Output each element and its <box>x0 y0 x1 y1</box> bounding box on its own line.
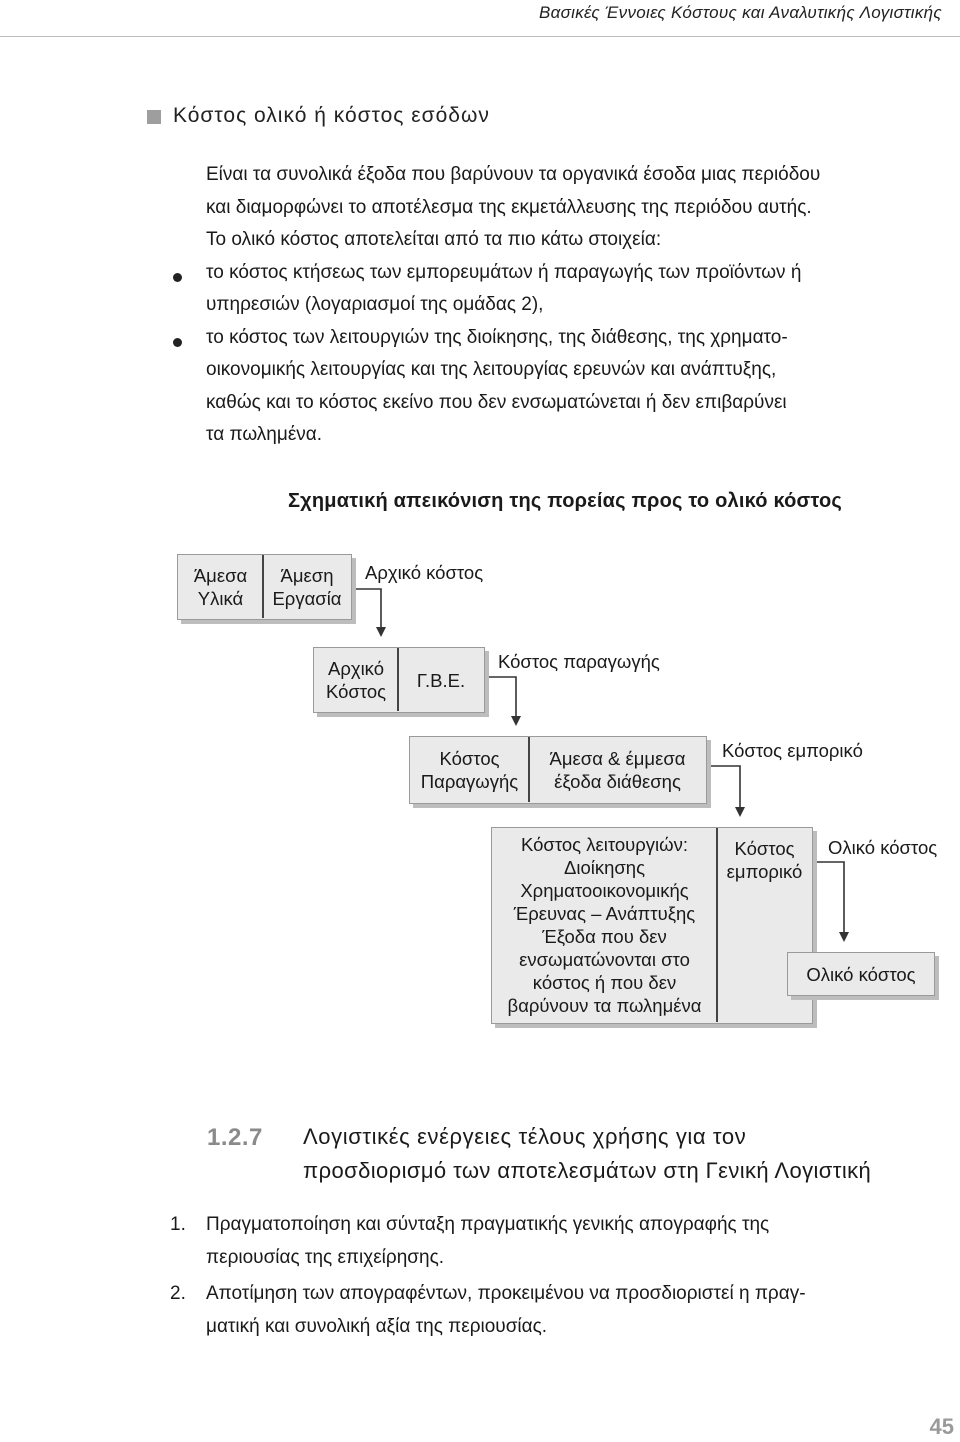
list-number: 2. <box>170 1283 186 1304</box>
connector-arrow <box>351 589 381 635</box>
box-cell: Κόστος λειτουργιών: Διοίκησης Χρηματοοικονομικής Έρευνας – Ανάπτυξης Έξοδα που δεν ενσωματώνονται στο κόστος ή που δεν βαρύνουν τα πωλημένα <box>507 834 702 1016</box>
box-cell: Γ.Β.Ε. <box>416 669 466 691</box>
connector-arrow <box>707 766 740 815</box>
box-cell: Ολικό κόστος <box>806 963 916 985</box>
page-number: 45 <box>929 1414 954 1439</box>
box-cell: Κόστος Παραγωγής <box>420 748 519 792</box>
connector-arrow <box>813 862 844 940</box>
box-cell: Άμεσα & έμμεσα έξοδα διάθεσης <box>549 748 686 792</box>
list-number: 1. <box>170 1214 186 1235</box>
box-cell: Άμεσα Υλικά <box>193 565 248 609</box>
body-line: Είναι τα συνολικά έξοδα που βαρύνουν τα οργανικά έσοδα μιας περιόδου <box>206 164 821 185</box>
box-divider <box>397 648 399 711</box>
diagram-title: Σχηματική απεικόνιση της πορείας προς το ολικό κόστος <box>287 490 843 512</box>
cost-box <box>409 736 707 804</box>
cost-label: Κόστος παραγωγής <box>498 651 660 672</box>
cost-label: Αρχικό κόστος <box>365 562 484 583</box>
section-title: Κόστος ολικό ή κόστος εσόδων <box>173 104 490 127</box>
list-line: Πραγματοποίηση και σύνταξη πραγματικής γενικής απογραφής της <box>206 1214 770 1235</box>
list-line: περιουσίας της επιχείρησης. <box>206 1246 445 1268</box>
list-line: Αποτίμηση των απογραφέντων, προκειμένου να προσδιοριστεί η πραγ- <box>206 1283 806 1304</box>
box-divider <box>262 555 264 618</box>
subsection-title: προσδιορισμό των αποτελεσμάτων στη Γενική Λογιστική <box>303 1158 872 1183</box>
bullet-line: καθώς και το κόστος εκείνο που δεν ενσωματώνεται ή δεν επιβαρύνει <box>206 391 787 413</box>
cost-label: Κόστος εμπορικό <box>722 740 863 761</box>
list-line: ματική και συνολική αξία της περιουσίας. <box>206 1315 548 1337</box>
box-divider <box>528 737 530 802</box>
bullet-line: τα πωλημένα. <box>206 424 323 445</box>
subsection-title: Λογιστικές ενέργειες τέλους χρήσης για τον <box>303 1124 747 1149</box>
box-divider <box>716 828 718 1022</box>
body-line: και διαμορφώνει το αποτέλεσμα της εκμετάλλευσης της περιόδου αυτής. <box>206 196 812 218</box>
bullet-line: το κόστος κτήσεως των εμπορευμάτων ή παραγωγής των προϊόντων ή <box>206 261 802 283</box>
cost-box <box>177 554 352 620</box>
bullet-line: οικονομικής λειτουργίας και της λειτουργίας ερευνών και ανάπτυξης, <box>206 359 777 380</box>
bullet-line: υπηρεσιών (λογαριασμοί της ομάδας 2), <box>206 294 544 315</box>
body-line: Το ολικό κόστος αποτελείται από τα πιο κάτω στοιχεία: <box>206 229 662 250</box>
box-cell: Αρχικό Κόστος <box>325 658 387 702</box>
cost-box <box>313 647 485 713</box>
connector-arrow <box>485 677 516 724</box>
running-header: Βασικές Έννοιες Κόστους και Αναλυτικής Λογιστικής <box>538 3 942 22</box>
bullet-line: το κόστος των λειτουργιών της διοίκησης, της διάθεσης, της χρηματο- <box>206 326 788 348</box>
total-cost-box <box>787 952 935 996</box>
cost-label: Ολικό κόστος <box>828 837 938 858</box>
box-cell: Κόστος εμπορικό <box>726 838 803 882</box>
subsection-number: 1.2.7 <box>207 1124 263 1151</box>
cost-box <box>491 827 813 1024</box>
box-cell: Άμεση Εργασία <box>272 565 342 609</box>
